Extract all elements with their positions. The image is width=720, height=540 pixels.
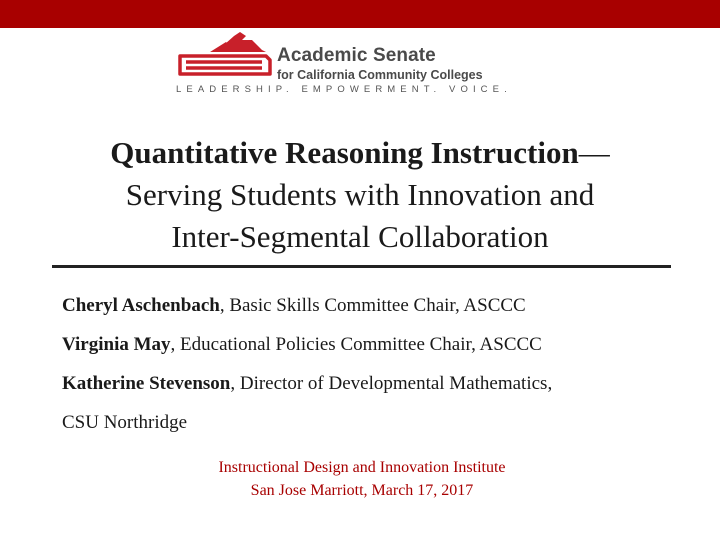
top-banner-bar bbox=[0, 0, 720, 28]
presenter-name: Virginia May bbox=[62, 334, 171, 355]
logo-subtitle: for California Community Colleges bbox=[277, 68, 483, 82]
title-line-2: Serving Students with Innovation and bbox=[125, 177, 595, 212]
presenter-role: , Basic Skills Committee Chair, ASCCC bbox=[219, 295, 526, 316]
title-line-3: Inter-Segmental Collaboration bbox=[171, 219, 549, 254]
logo-name: Academic Senate bbox=[277, 45, 436, 66]
event-location: San Jose Marriott, March 17, 2017 bbox=[250, 482, 474, 499]
presenter-role-continued: CSU Northridge bbox=[62, 412, 188, 433]
logo-tagline: LEADERSHIP. EMPOWERMENT. VOICE. bbox=[176, 84, 512, 95]
presenter-item bbox=[62, 286, 682, 325]
event-info bbox=[60, 456, 664, 502]
presenter-name: Katherine Stevenson bbox=[62, 373, 231, 394]
presenter-role: , Director of Developmental Mathematics, bbox=[230, 373, 553, 394]
presenter-item bbox=[62, 325, 682, 364]
presenter-list bbox=[62, 286, 682, 442]
slide-title bbox=[40, 132, 680, 258]
title-dash: — bbox=[578, 135, 610, 170]
event-name: Instructional Design and Innovation Institute bbox=[218, 459, 506, 476]
presenter-item bbox=[62, 364, 682, 403]
book-stack-icon bbox=[176, 30, 276, 78]
presenter-role: , Educational Policies Committee Chair, ASCCC bbox=[170, 334, 542, 355]
title-bold: Quantitative Reasoning Instruction bbox=[110, 135, 579, 170]
presenter-name: Cheryl Aschenbach bbox=[62, 295, 220, 316]
title-divider bbox=[52, 265, 671, 268]
